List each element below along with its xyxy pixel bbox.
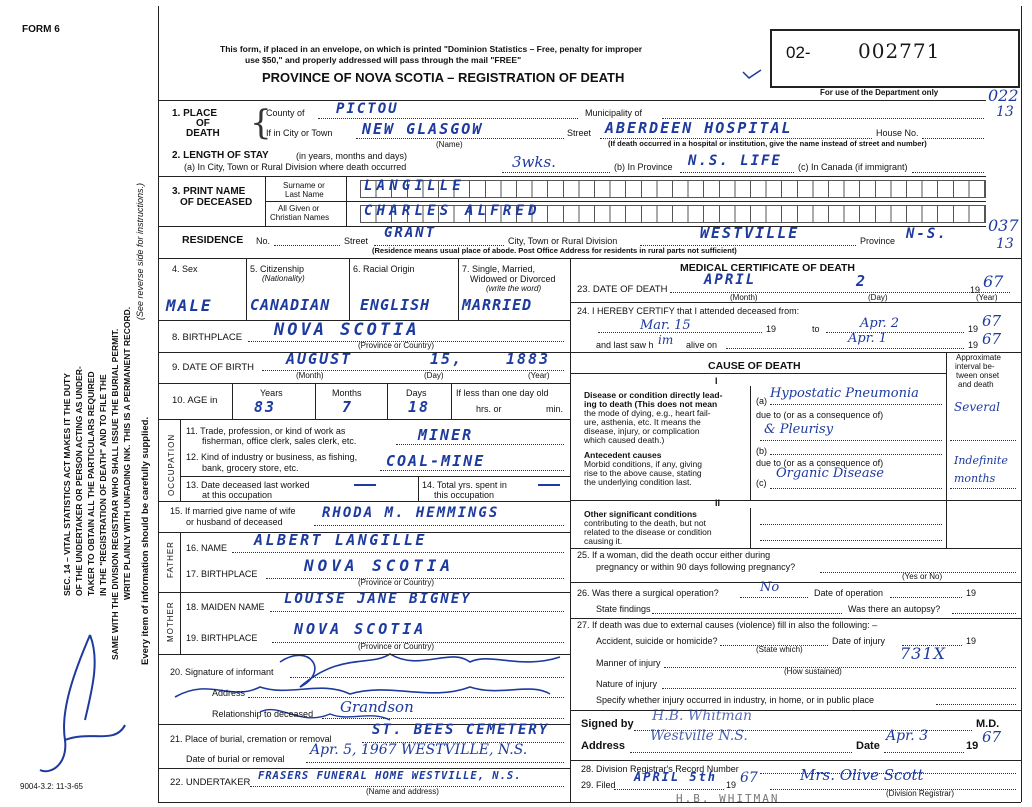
margin-line-8: Every item of information should be carefully supplied. — [140, 416, 151, 665]
attended-to-year-prefix: 19 — [968, 324, 979, 334]
residence-code-2: 13 — [996, 236, 1014, 252]
external-label: 27. If death was due to external causes (violence) fill in also the following: – — [577, 620, 878, 630]
surgical-label: 26. Was there a surgical operation? — [577, 588, 719, 598]
part-1-label: I — [715, 376, 718, 386]
interval-a: Several — [954, 400, 1000, 414]
stay-b-label: (b) In Province — [614, 162, 673, 172]
filed-year-prefix: 19 — [726, 780, 737, 790]
totalyrs-dash — [538, 484, 560, 486]
age-years-label: Years — [260, 388, 283, 398]
brace: { — [250, 103, 272, 143]
father-name-label: 16. NAME — [186, 543, 228, 553]
disease-label-5: disease, injury, or complication — [584, 426, 700, 436]
informant-signature-label: 20. Signature of informant — [170, 667, 274, 677]
md-label: M.D. — [976, 718, 1000, 730]
death-year-sub: (Year) — [976, 293, 998, 302]
manner-label: Manner of injury — [596, 658, 661, 668]
trade-label-1: 11. Trade, profession, or kind of work as — [186, 426, 346, 436]
mother-maiden-value: LOUISE JANE BIGNEY — [284, 591, 472, 607]
racial-value: ENGLISH — [360, 296, 431, 314]
spouse-label-1: 15. If married give name of wife — [170, 506, 296, 516]
county-value: PICTOU — [336, 101, 399, 117]
attended-to-label: to — [812, 324, 820, 334]
other-label-4: causing it. — [584, 536, 623, 546]
envelope-note-2: use $50," and properly addressed will pass through the mail "FREE" — [245, 55, 522, 65]
filed-value: APRIL 5th — [634, 770, 718, 784]
stay-c-label: (c) In Canada (if immigrant) — [798, 162, 908, 172]
place-label-3: DEATH — [186, 128, 220, 139]
other-label-3: related to the disease or condition — [584, 527, 712, 537]
marital-label-1: 7. Single, Married, — [462, 264, 536, 274]
informant-address-label: Address — [212, 688, 246, 698]
undertaker-label: 22. UNDERTAKER — [170, 777, 251, 788]
interval-label-3: tween onset — [956, 371, 1000, 380]
undertaker-sub: (Name and address) — [366, 787, 439, 796]
burial-date-label: Date of burial or removal — [186, 754, 285, 764]
checkmark — [742, 68, 762, 80]
cause-b-marker: (b) — [756, 446, 767, 456]
certify-label: 24. I HEREBY CERTIFY that I attended deceased from: — [577, 306, 800, 316]
hospital-note: (If death occurred in a hospital or institution, give the name instead of street and number) — [608, 139, 927, 148]
injury-date-label: Date of injury — [832, 636, 886, 646]
reg-number: 002771 — [858, 39, 941, 63]
father-name-value: ALBERT LANGILLE — [254, 531, 427, 549]
place-label-1: 1. PLACE — [172, 108, 218, 119]
given-label-1: All Given or — [278, 204, 320, 213]
age-months-value: 7 — [342, 398, 354, 416]
margin-line-2: OF THE UNDERTAKER OR PERSON ACTING AS UNDER- — [74, 366, 84, 596]
sign-date-value: Apr. 3 — [886, 728, 929, 744]
mother-birthplace-sub: (Province or Country) — [358, 642, 435, 651]
death-day: 2 — [856, 272, 868, 290]
residence-province-label: Province — [860, 236, 896, 246]
division-label: 28. Division Registrar's Record Number — [581, 764, 739, 774]
death-date-label: 23. DATE OF DEATH — [577, 284, 668, 295]
signed-value: H.B. Whitman — [652, 708, 752, 724]
residence-street-label: Street — [344, 236, 369, 246]
spouse-label-2: or husband of deceased — [186, 517, 283, 527]
attended-from: Mar. 15 — [640, 318, 691, 333]
residence-street-value: GRANT — [384, 225, 437, 241]
age-years-value: 83 — [254, 398, 277, 416]
spouse-value: RHODA M. HEMMINGS — [322, 505, 500, 521]
medical-title: MEDICAL CERTIFICATE OF DEATH — [680, 262, 855, 274]
reg-prefix: 02- — [786, 43, 811, 62]
death-year: 67 — [983, 272, 1004, 291]
margin-line-5: SAME WITH THE DIVISION REGISTRAR WHO SHALL ISSUE THE BURIAL PERMIT. — [110, 328, 120, 660]
place-label-2: OF — [196, 118, 210, 129]
disease-label-4: ure, asthenia, etc. It means the — [584, 417, 701, 427]
marital-label-3: (write the word) — [486, 284, 542, 293]
citizenship-sub: (Nationality) — [262, 274, 305, 283]
address-value: Westville N.S. — [650, 728, 748, 744]
interval-c: months — [954, 472, 996, 485]
dept-code-1: 022 — [988, 86, 1019, 105]
given-value: CHARLES ALFRED — [364, 203, 541, 219]
address-label: Address — [581, 740, 626, 752]
filed-year: 67 — [740, 770, 758, 786]
interval-label-2: interval be- — [955, 362, 995, 371]
specify-label: Specify whether injury occurred in industry, in home, or in public place — [596, 695, 874, 705]
form-title: PROVINCE OF NOVA SCOTIA – REGISTRATION OF DEATH — [262, 70, 625, 85]
trade-value: MINER — [418, 426, 474, 444]
due-label-a: due to (or as a consequence of) — [756, 410, 884, 420]
margin-line-6: WRITE PLAINLY WITH UNFADING INK. THIS IS A PERMANENT RECORD. — [122, 306, 132, 600]
filed-label: 29. Filed — [581, 780, 616, 790]
disease-label-6: which caused death.) — [584, 435, 665, 445]
mother-birthplace-value: NOVA SCOTIA — [294, 620, 427, 638]
citizenship-value: CANADIAN — [250, 296, 331, 314]
registrar-initial-mark — [30, 630, 140, 780]
attended-from-year-prefix: 19 — [766, 324, 777, 334]
signed-label: Signed by — [581, 718, 634, 730]
yes-no-label: (Yes or No) — [902, 572, 943, 581]
marital-label-2: Widowed or Divorced — [470, 274, 556, 284]
other-label-2: contributing to the death, but not — [584, 518, 706, 528]
lastworked-dash — [354, 484, 376, 486]
dob-year-sub: (Year) — [528, 371, 550, 380]
cause-c-value: Organic Disease — [776, 466, 884, 481]
surgical-value: No — [760, 580, 780, 595]
dob-day-sub: (Day) — [424, 371, 444, 380]
burial-date-value: Apr. 5, 1967 WESTVILLE, N.S. — [310, 742, 528, 758]
totalyrs-label-2: this occupation — [434, 490, 495, 500]
residence-city-value: WESTVILLE — [700, 224, 800, 242]
disease-label-1: Disease or condition directly lead- — [584, 390, 723, 400]
surname-label-1: Surname or — [283, 181, 325, 190]
cause-b-value: & Pleurisy — [764, 422, 834, 437]
death-day-sub: (Day) — [868, 293, 888, 302]
sign-year: 67 — [982, 728, 1002, 746]
lastsaw-year-prefix: 19 — [968, 340, 979, 350]
woman-label-2: pregnancy or within 90 days following pregnancy? — [596, 562, 796, 572]
cause-a-marker: (a) — [756, 396, 767, 406]
disease-label-2: ing to death (This does not mean — [584, 399, 718, 409]
interval-label-1: Approximate — [956, 353, 1001, 362]
occupation-side-label: OCCUPATION — [167, 433, 176, 496]
interval-b: Indefinite — [954, 454, 1008, 467]
city-name-sub: (Name) — [436, 140, 463, 149]
father-birthplace-sub: (Province or Country) — [358, 578, 435, 587]
age-hrs-label: hrs. or — [476, 404, 502, 414]
lastworked-label-1: 13. Date deceased last worked — [186, 480, 310, 490]
marital-value: MARRIED — [462, 296, 533, 314]
accident-label: Accident, suicide or homicide? — [596, 636, 718, 646]
state-which-label: (State which) — [756, 645, 803, 654]
informant-relationship-value: Grandson — [340, 698, 414, 716]
age-label: 10. AGE in — [172, 395, 218, 406]
printer-code: 9004-3.2: 11-3-65 — [20, 782, 84, 791]
name-label-2: OF DECEASED — [180, 197, 253, 208]
autopsy-label: Was there an autopsy? — [848, 604, 941, 614]
city-label: If in City or Town — [266, 128, 333, 138]
operation-date-label: Date of operation — [814, 588, 884, 598]
injury-year-prefix: 19 — [966, 636, 977, 646]
trade-label-2: fisherman, office clerk, sales clerk, etc. — [202, 436, 357, 446]
death-month: APRIL — [704, 272, 757, 288]
surname-value: LANGILLE — [364, 178, 466, 194]
given-label-2: Christian Names — [270, 213, 330, 222]
registrar-sub: (Division Registrar) — [886, 789, 955, 798]
mother-birthplace-label: 19. BIRTHPLACE — [186, 633, 258, 643]
nature-label: Nature of injury — [596, 679, 658, 689]
name-label-1: 3. PRINT NAME — [172, 186, 246, 197]
sign-year-prefix: 19 — [966, 740, 979, 752]
cause-a-value: Hypostatic Pneumonia — [770, 386, 919, 401]
age-months-label: Months — [332, 388, 362, 398]
attended-year: 67 — [982, 312, 1002, 330]
stay-b-value: N.S. LIFE — [688, 153, 782, 169]
residence-label: RESIDENCE — [182, 234, 244, 246]
street-value: ABERDEEN HOSPITAL — [605, 119, 793, 137]
residence-code-1: 037 — [988, 216, 1019, 235]
residence-city-label: City, Town or Rural Division — [508, 236, 618, 246]
racial-label: 6. Racial Origin — [353, 264, 415, 274]
father-side-label: FATHER — [166, 541, 175, 578]
age-days-label: Days — [406, 388, 427, 398]
stay-label: 2. LENGTH OF STAY — [172, 150, 269, 161]
informant-relationship-label: Relationship to deceased — [212, 709, 314, 719]
death-month-sub: (Month) — [730, 293, 758, 302]
sex-value: MALE — [166, 296, 213, 315]
margin-line-7: (See reverse side for instructions.) — [135, 182, 145, 320]
sex-label: 4. Sex — [172, 264, 198, 274]
mother-side-label: MOTHER — [166, 601, 175, 642]
dob-month-sub: (Month) — [296, 371, 324, 380]
lastsaw-year: 67 — [982, 330, 1002, 348]
manner-value: 731X — [900, 644, 946, 663]
stay-a-label: (a) In City, Town or Rural Division where death occurred — [184, 162, 407, 172]
due-label-b: due to (or as a consequence of) — [756, 458, 884, 468]
dob-day: 15, — [430, 350, 464, 368]
citizenship-label: 5. Citizenship — [250, 264, 305, 274]
undertaker-value: FRASERS FUNERAL HOME WESTVILLE, N.S. — [258, 770, 522, 782]
envelope-note-1: This form, if placed in an envelope, on which is printed "Dominion Statistics – Free, penalty for improper — [220, 44, 643, 54]
dept-code-2: 13 — [996, 104, 1014, 120]
cause-title: CAUSE OF DEATH — [708, 360, 801, 372]
operation-year-prefix: 19 — [966, 588, 977, 598]
age-min-label: min. — [546, 404, 564, 414]
street-label: Street — [567, 128, 592, 138]
stay-a-value: 3wks. — [512, 153, 556, 171]
lastsaw-him: im — [658, 333, 674, 347]
antecedent-label-2: Morbid conditions, if any, giving — [584, 459, 702, 469]
dob-month: AUGUST — [286, 350, 353, 368]
father-birthplace-value: NOVA SCOTIA — [304, 556, 454, 575]
woman-label-1: 25. If a woman, did the death occur either during — [577, 550, 771, 560]
interval-label-4: and death — [958, 380, 994, 389]
dob-label: 9. DATE OF BIRTH — [172, 362, 254, 373]
father-birthplace-label: 17. BIRTHPLACE — [186, 569, 258, 579]
alive-label: alive on — [686, 340, 718, 350]
margin-line-1: SEC. 14 – VITAL STATISTICS ACT MAKES IT THE DUTY — [62, 373, 72, 596]
age-days-value: 18 — [408, 398, 431, 416]
totalyrs-label-1: 14. Total yrs. spent in — [422, 480, 507, 490]
antecedent-label-3: rise to the above cause, stating — [584, 468, 702, 478]
bottom-stamp: H.B. WHITMAN — [676, 792, 780, 805]
state-findings-label: State findings — [596, 604, 651, 614]
burial-place-value: ST. BEES CEMETERY — [372, 722, 550, 738]
birthplace-sub: (Province or Country) — [358, 341, 435, 350]
residence-note: (Residence means usual place of abode. Post Office Address for residents in rural parts not sufficient) — [372, 246, 737, 255]
attended-to: Apr. 2 — [860, 316, 900, 331]
surname-label-2: Last Name — [285, 190, 324, 199]
cause-c-marker: (c) — [756, 478, 767, 488]
form-number: FORM 6 — [22, 24, 60, 35]
dept-use-label: For use of the Department only — [820, 88, 939, 97]
birthplace-label: 8. BIRTHPLACE — [172, 332, 243, 343]
dob-year: 1883 — [506, 350, 551, 368]
registrar-value: Mrs. Olive Scott — [800, 766, 924, 784]
sign-date-label: Date — [856, 740, 880, 752]
lastworked-label-2: at this occupation — [202, 490, 273, 500]
lastsaw-label: and last saw h — [596, 340, 654, 350]
how-sustained-label: (How sustained) — [784, 667, 842, 676]
disease-label-3: the mode of dying, e.g., heart fail- — [584, 408, 711, 418]
death-year-prefix: 19 — [970, 285, 981, 295]
lastsaw-date: Apr. 1 — [848, 331, 888, 346]
mother-maiden-label: 18. MAIDEN NAME — [186, 602, 265, 612]
stay-sub: (in years, months and days) — [296, 151, 408, 161]
municipality-label: Municipality of — [585, 108, 643, 118]
age-less-label: If less than one day old — [456, 388, 549, 398]
birthplace-value: NOVA SCOTIA — [274, 320, 420, 340]
industry-value: COAL-MINE — [386, 452, 486, 470]
industry-label-1: 12. Kind of industry or business, as fishing, — [186, 452, 358, 462]
house-label: House No. — [876, 128, 919, 138]
antecedent-label-1: Antecedent causes — [584, 450, 662, 460]
part-2-label: II — [715, 498, 721, 508]
city-value: NEW GLASGOW — [362, 120, 484, 138]
margin-line-3: TAKER TO OBTAIN ALL THE PARTICULARS REQUIRED — [86, 371, 96, 596]
residence-province-value: N-S. — [906, 226, 948, 242]
margin-line-4: IN THE "REGISTRATION OF DEATH" AND TO FILE THE — [98, 374, 108, 596]
industry-label-2: bank, grocery store, etc. — [202, 463, 299, 473]
residence-no-label: No. — [256, 236, 271, 246]
registration-number-box — [770, 29, 1020, 88]
county-label: County of — [266, 108, 305, 118]
antecedent-label-4: the underlying condition last. — [584, 477, 692, 487]
burial-place-label: 21. Place of burial, cremation or removal — [170, 734, 332, 744]
other-label-1: Other significant conditions — [584, 509, 697, 519]
